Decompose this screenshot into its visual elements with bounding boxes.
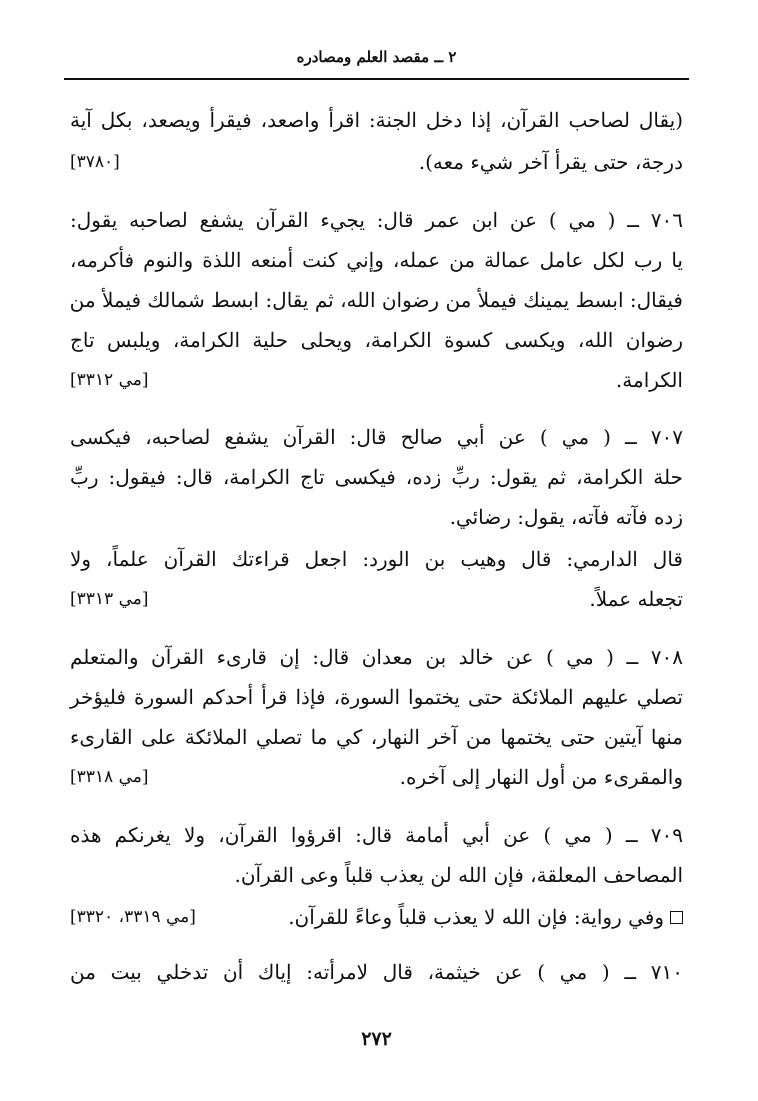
- text-line: الكرامة.: [615, 368, 683, 392]
- text-line: تجعله عملاً.: [589, 587, 683, 611]
- text-line: فيقال: ابسط يمينك فيملأ من رضوان الله، ثم يقال: ابسط شمالك فيملأ من: [69, 288, 683, 312]
- citation: [مي ٣٣١٣]: [70, 589, 149, 609]
- header-rule: [64, 78, 689, 80]
- text-line: حلة الكرامة، ثم يقول: ربِّ زده، فيكسى تاج الكرامة، قال: فيقول: ربِّ: [70, 465, 683, 489]
- text-line: قال الدارمي: قال وهيب بن الورد: اجعل قراءتك القرآن علماً، ولا: [70, 547, 683, 571]
- page: [70, 0, 683, 1101]
- text-line: تصلي عليهم الملائكة حتى يختموا السورة، فإذا قرأ أحدكم السورة فليؤخر: [70, 685, 683, 709]
- citation: [مي ٣٣١٨]: [70, 767, 149, 787]
- citation: [مي ٣٣١٩، ٣٣٢٠]: [70, 907, 196, 927]
- hadith-707-line: ٧٠٧ ــ ( مي ) عن أبي صالح قال: القرآن يشفع لصاحبه، فيكسى: [70, 425, 683, 449]
- text-line: زده فآته فآته، يقول: رضائي.: [449, 505, 683, 529]
- square-bullet-icon: [670, 911, 683, 924]
- text-line: درجة، حتى يقرأ آخر شيء معه).: [418, 150, 683, 174]
- text-line: رضوان الله، ويكسى كسوة الكرامة، ويحلى حلية الكرامة، ويلبس تاج: [70, 328, 683, 352]
- page-number: ٢٧٢: [361, 1028, 392, 1050]
- text-line: منها آيتين حتى يختمها من آخر النهار، كي ما تصلي الملائكة على القارىء: [70, 725, 683, 749]
- running-header: ٢ ــ مقصد العلم ومصادره: [296, 48, 457, 66]
- text-line: يا رب لكل عامل عمالة من عمله، وإني كنت أمنعه اللذة والنوم فأكرمه،: [70, 248, 683, 272]
- hadith-706-line: ٧٠٦ ــ ( مي ) عن ابن عمر قال: يجيء القرآن يشفع لصاحبه يقول:: [70, 208, 683, 232]
- hadith-708-line: ٧٠٨ ــ ( مي ) عن خالد بن معدان قال: إن قارىء القرآن والمتعلم: [70, 645, 683, 669]
- text-line: المصاحف المعلقة، فإن الله لن يعذب قلباً وعى القرآن.: [234, 863, 683, 887]
- variant-text: وفي رواية: فإن الله لا يعذب قلباً وعاءً للقرآن.: [288, 905, 664, 929]
- citation: [٣٧٨٠]: [70, 152, 120, 172]
- text-line: (يقال لصاحب القرآن، إذا دخل الجنة: اقرأ واصعد، فيقرأ ويصعد، بكل آية: [70, 108, 683, 132]
- hadith-710-line: ٧١٠ ــ ( مي ) عن خيثمة، قال لامرأته: إياك أن تدخلي بيت من: [70, 960, 683, 984]
- citation: [مي ٣٣١٢]: [70, 370, 149, 390]
- hadith-709-line: ٧٠٩ ــ ( مي ) عن أبي أمامة قال: اقرؤوا القرآن، ولا يغرنكم هذه: [70, 823, 683, 847]
- text-line: والمقرىء من أول النهار إلى آخره.: [399, 765, 683, 789]
